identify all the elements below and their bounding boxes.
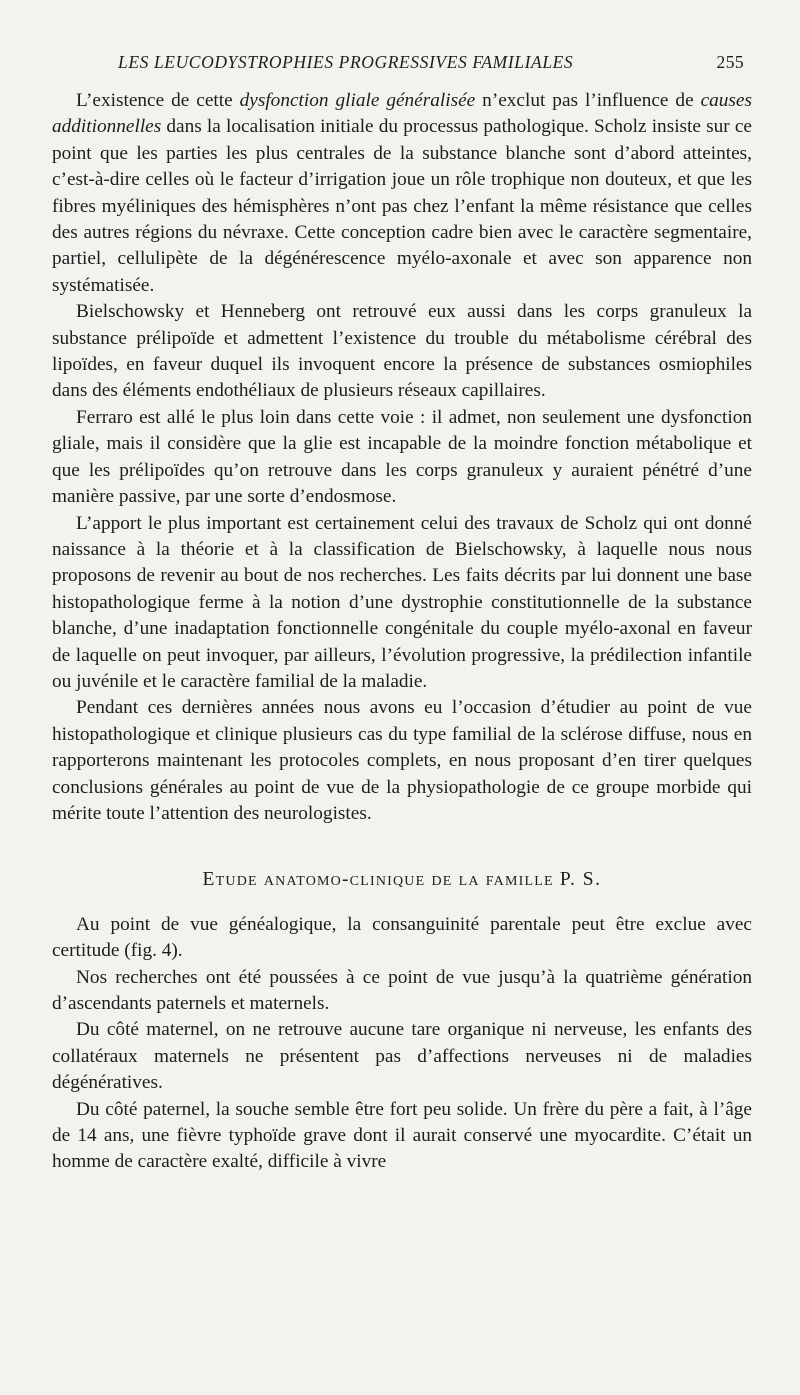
section-paragraph-2: Nos recherches ont été poussées à ce point de vue jusqu’à la quatrième génération d’ascendants paternels et maternels. [52, 966, 752, 1014]
paragraph-1-lead: L’existence de cette [76, 90, 240, 111]
section-heading-lead: Etude anatomo-clinique de la famille [202, 869, 554, 891]
paragraph-1-middle: n’exclut pas l’influence de [475, 90, 701, 111]
paragraph-1 [52, 88, 752, 299]
section-paragraph-3: Du côté maternel, on ne retrouve aucune tare organique ni nerveuse, les enfants des collatéraux maternels ne présentent pas d’affections nerveuses ni de maladies dégénératives. [52, 1019, 752, 1094]
running-title: LES LEUCODYSTROPHIES PROGRESSIVES FAMILIALES [118, 52, 574, 72]
paragraph-3: Ferraro est allé le plus loin dans cette voie : il admet, non seulement une dysfonction gliale, mais il considère que la glie est incapable de la moindre fonction métabolique et que les prélipoïdes qu’on retrouve dans les corps granuleux y auraient pénétré d’une manière passive, par une sorte d’endosmose. [52, 406, 752, 508]
paragraph-2: Bielschowsky et Henneberg ont retrouvé eux aussi dans les corps granuleux la substance prélipoïde et admettent l’existence du trouble du métabolisme cérébral des lipoïdes, en faveur duquel ils invoquent encore la présence de substances osmiophiles dans des éléments endothéliaux de plusieurs réseaux capillaires. [52, 301, 752, 402]
paragraph-4: L’apport le plus important est certainement celui des travaux de Scholz qui ont donné naissance à la théorie et à la classification de Bielschowsky, à laquelle nous nous proposons de revenir au bout de nos recherches. Les faits décrits par lui donnent une base histopathologique ferme à la notion d’une dystrophie constitutionnelle de la substance blanche, d’une inadaptation fonctionnelle congénitale du couple myélo-axonal en faveur de laquelle on peut invoquer, par ailleurs, l’évolution progressive, la prédilection infantile ou juvénile et le caractère familial de la maladie. [52, 512, 752, 692]
paragraph-1-rest: dans la localisation initiale du processus pathologique. Scholz insiste sur ce point que les parties les plus centrales de la substance blanche sont d’abord atteintes, c’est-à-dire celles où le facteur d’irrigation joue un rôle trophique non douteux, et que les fibres myéliniques des hémisphères n’ont pas chez l’enfant la même résistance que celles des autres régions du névraxe. Cette conception cadre bien avec le caractère segmentaire, partiel, cellulipète de la dégénérescence myélo-axonale et avec son apparence non systématisée. [52, 116, 752, 296]
section-paragraph-1: Au point de vue généalogique, la consanguinité parentale peut être exclue avec certitude (fig. 4). [52, 913, 752, 962]
running-header [118, 52, 744, 80]
article-body [52, 88, 752, 1176]
paragraph-5: Pendant ces dernières années nous avons eu l’occasion d’étudier au point de vue histopathologique et clinique plusieurs cas du type familial de la sclérose diffuse, nous en rapporterons maintenant les protocoles complets, en nous proposant d’en tirer quelques conclusions générales au point de vue de la physiopathologie de ce groupe morbide qui mérite toute l’attention des neurologistes. [52, 697, 752, 824]
page-number: 255 [716, 52, 744, 72]
section-heading [52, 867, 752, 893]
section-paragraph-4: Du côté paternel, la souche semble être fort peu solide. Un frère du père a fait, à l’âge de 14 ans, une fièvre typhoïde grave dont il aurait conservé une myocardite. C’était un homme de caractère exalté, difficile à vivre [52, 1098, 752, 1173]
section-heading-family-name: P. S. [559, 869, 602, 891]
emphasis-causes-additionnelles: causes additionnelles [52, 90, 752, 138]
emphasis-dysfonction-gliale: dysfonction gliale généralisée [239, 90, 476, 111]
